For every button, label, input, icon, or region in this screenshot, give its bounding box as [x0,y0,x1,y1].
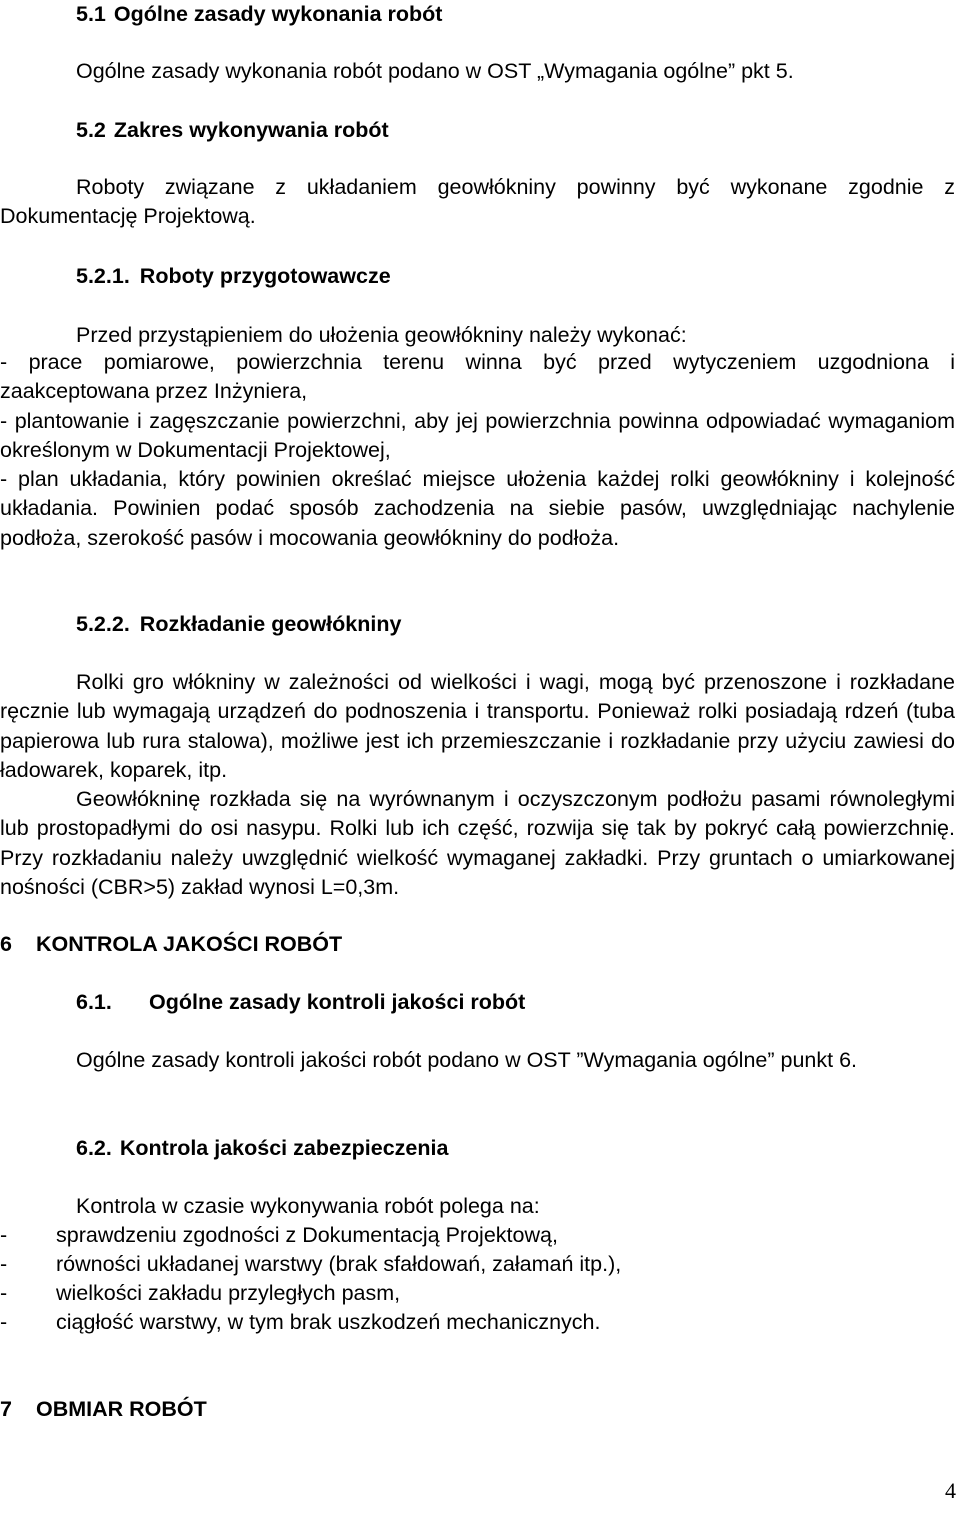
section-title: Kontrola jakości zabezpieczenia [119,1136,449,1160]
list-bullet: - [0,1281,8,1305]
paragraph-text: Ogólne zasady kontroli jakości robót podano w OST ”Wymagania ogólne” punkt 6. [76,1048,858,1072]
list-item: - plantowanie i zagęszczanie powierzchni, aby jej powierzchnia powinna odpowiadać wymaganiom określonym w Dokumentacji Projektowej, [0,408,955,462]
section-title: Zakres wykonywania robót [113,118,389,142]
list-bullet: - [0,1223,8,1247]
list-bullet: - [0,1252,8,1276]
list-item-text: wielkości zakładu przyległych pasm, [56,1281,401,1305]
section-heading-6-1 [76,988,960,1016]
list-bullet: - [0,1310,8,1334]
section-title: Roboty przygotowawcze [139,264,391,288]
list-item-text: równości układanej warstwy (brak sfałdowań, załamań itp.), [56,1252,622,1276]
paragraph-text: Geowłókninę rozkłada się na wyrównanym i oczyszczonym podłożu pasami równoległymi lub prostopadłymi do osi nasypu. Rolki lub ich część, rozwija się tak by pokryć całą powierzchnię. Przy rozkładaniu należy uwzględnić wielkość wymaganej zakładki. Przy gruntach o umiarkowanej nośności (CBR>5) zakład wynosi L=0,3m. [0,787,955,900]
section-heading-7 [0,1395,960,1423]
section-number: 5.1 [76,2,106,26]
paragraph-text: Roboty związane z układaniem geowłókniny powinny być wykonane zgodnie z Dokumentację Projektową. [0,175,955,229]
section-title: Rozkładanie geowłókniny [139,612,402,636]
section-heading-5-1 [76,0,960,28]
section-heading-6-2 [76,1134,960,1162]
section-title: OBMIAR ROBÓT [35,1397,207,1421]
section-number: 6 [0,932,12,956]
list-item: - prace pomiarowe, powierzchnia terenu winna być przed wytyczeniem uzgodniona i zaakceptowana przez Inżyniera, [0,350,955,404]
list-5-2-1 [0,348,955,553]
paragraph-5-1: Ogólne zasady wykonania robót podano w OST „Wymagania ogólne” pkt 5. [76,59,794,83]
section-number: 6.1. [76,990,112,1014]
page-number: 4 [945,1478,956,1503]
section-number: 6.2. [76,1136,112,1160]
section-heading-6 [0,930,960,958]
paragraph-5-2 [0,173,955,232]
section-title: KONTROLA JAKOŚCI ROBÓT [35,932,343,956]
section-number: 5.2 [76,118,106,142]
section-title: Ogólne zasady kontroli jakości robót [149,990,526,1014]
section-number: 7 [0,1397,12,1421]
paragraph-6-2-intro: Kontrola w czasie wykonywania robót polega na: [76,1194,540,1218]
paragraph-5-2-1-intro: Przed przystąpieniem do ułożenia geowłókniny należy wykonać: [76,323,687,347]
paragraph-text: Rolki gro włókniny w zależności od wielkości i wagi, mogą być przenoszone i rozkładane ręcznie lub wymagają urządzeń do podnoszenia i transportu. Ponieważ rolki posiadają rdzeń (tuba papierowa lub rura stalowa), możliwe jest ich przemieszczanie i rozkładanie przy użyciu zawiesi do ładowarek, koparek, itp. [0,670,955,782]
list-item: - plan układania, który powinien określać miejsce ułożenia każdej rolki geowłókniny i kolejność układania. Powinien podać sposób zachodzenia na siebie pasów, uwzględniając nachylenie podłoża, szerokość pasów i mocowania geowłókniny do podłoża. [0,467,955,550]
section-heading-5-2 [76,116,960,144]
section-title: Ogólne zasady wykonania robót [113,2,443,26]
section-heading-5-2-2 [76,610,960,638]
section-heading-5-2-1 [76,262,960,290]
list-item-text: ciągłość warstwy, w tym brak uszkodzeń mechanicznych. [56,1310,601,1334]
section-number: 5.2.2. [76,612,130,636]
paragraph-5-2-2 [0,668,955,902]
section-number: 5.2.1. [76,264,130,288]
paragraph-6-1 [0,1046,955,1075]
list-item-text: sprawdzeniu zgodności z Dokumentacją Projektową, [56,1223,558,1247]
